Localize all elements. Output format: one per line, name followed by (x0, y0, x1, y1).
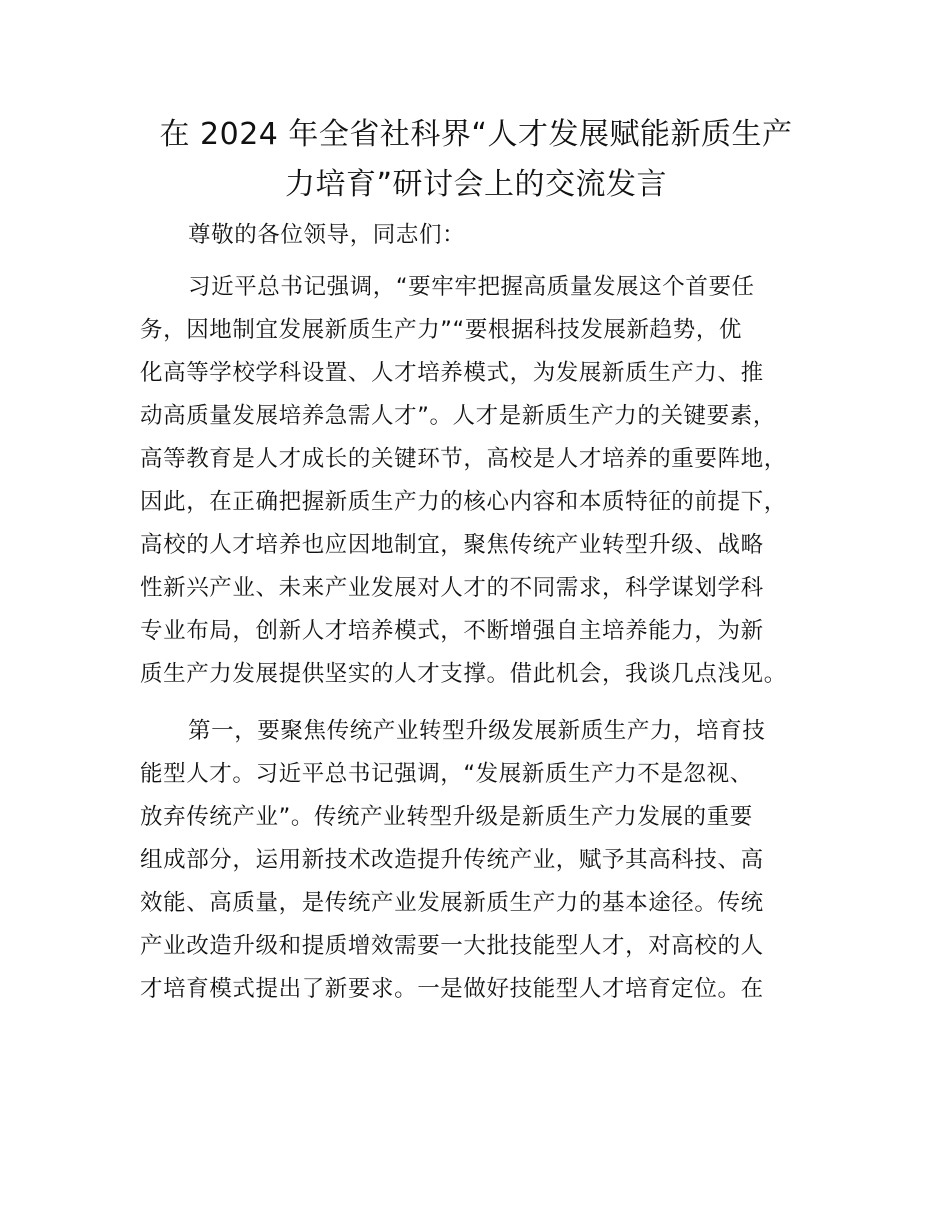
document-title (140, 110, 812, 210)
paragraph-line: 务，因地制宜发展新质生产力”“要根据科技发展新趋势，优 (140, 317, 743, 343)
paragraph-line: 因此，在正确把握新质生产力的核心内容和本质特征的前提下， (140, 489, 787, 515)
paragraph-line: 产业改造升级和提质增效需要一大批技能型人才，对高校的人 (140, 933, 764, 959)
paragraph-line: 动高质量发展培养急需人才”。人才是新质生产力的关键要素， (140, 403, 776, 429)
paragraph-line: 第一，要聚焦传统产业转型升级发展新质生产力，培育技 (188, 718, 766, 744)
salutation: 尊敬的各位领导，同志们： (188, 222, 466, 248)
paragraph-line: 放弃传统产业”。传统产业转型升级是新质生产力发展的重要 (140, 804, 753, 830)
paragraph-line: 高等教育是人才成长的关键环节，高校是人才培养的重要阵地， (140, 446, 787, 472)
paragraph-line: 能型人才。习近平总书记强调，“发展新质生产力不是忽视、 (140, 761, 753, 787)
paragraph-line: 专业布局，创新人才培养模式，不断增强自主培养能力，为新 (140, 618, 764, 644)
title-line: 力培育”研讨会上的交流发言 (284, 167, 668, 202)
paragraph-line: 效能、高质量，是传统产业发展新质生产力的基本途径。传统 (140, 890, 764, 916)
paragraph-line: 组成部分，运用新技术改造提升传统产业，赋予其高科技、高 (140, 847, 764, 873)
paragraph-line: 质生产力发展提供坚实的人才支撑。借此机会，我谈几点浅见。 (140, 661, 787, 687)
paragraph-line: 才培育模式提出了新要求。一是做好技能型人才培育定位。在 (140, 976, 764, 1002)
paragraph-line: 化高等学校学科设置、人才培养模式，为发展新质生产力、推 (140, 360, 764, 386)
paragraph-line: 习近平总书记强调，“要牢牢把握高质量发展这个首要任 (188, 274, 755, 300)
paragraph-line: 高校的人才培养也应因地制宜，聚焦传统产业转型升级、战略 (140, 532, 764, 558)
paragraph-line: 性新兴产业、未来产业发展对人才的不同需求，科学谋划学科 (140, 575, 764, 601)
title-line: 在 2024 年全省社科界“人才发展赋能新质生产 (159, 117, 793, 152)
